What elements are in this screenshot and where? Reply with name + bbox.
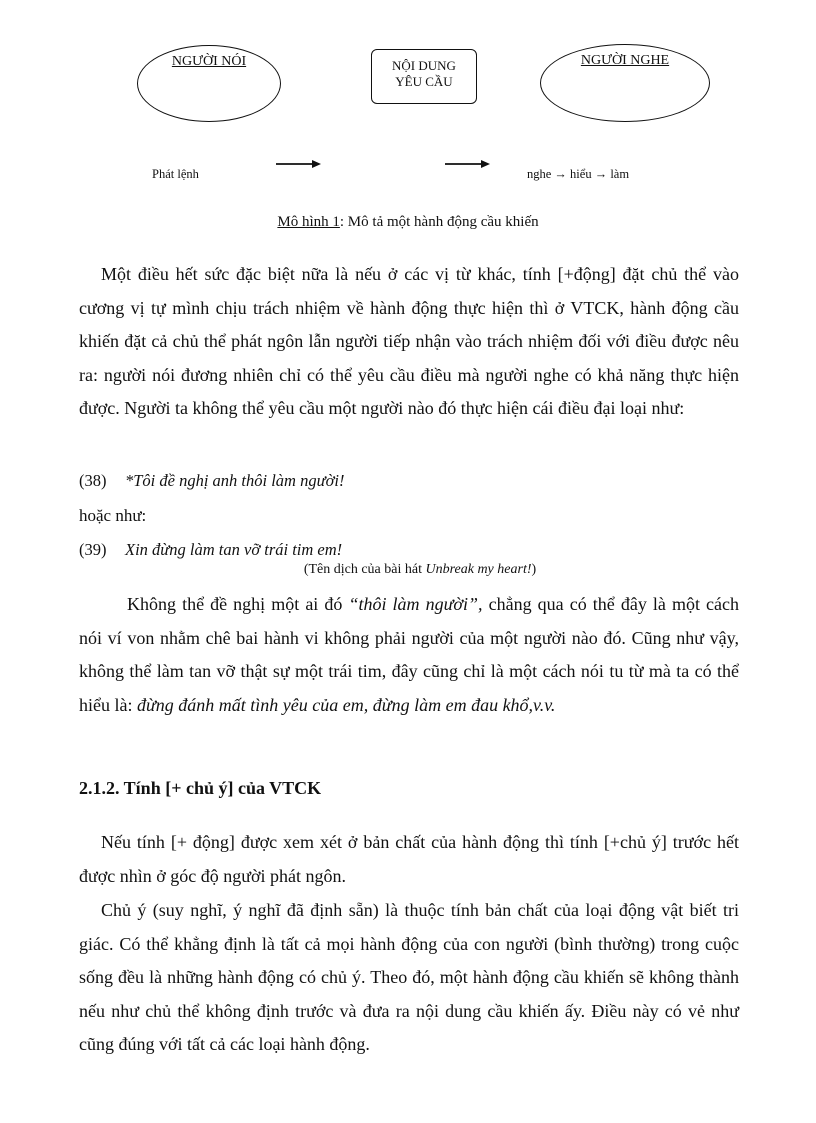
speaker-ellipse bbox=[137, 45, 281, 122]
paragraph-3: Nếu tính [+ động] được xem xét ở bản chất của hành động thì tính [+chủ ý] trước hết được nhìn ở góc độ người phát ngôn. bbox=[79, 832, 739, 886]
listener-ellipse bbox=[540, 44, 710, 122]
or-text: hoặc như: bbox=[79, 506, 147, 525]
arrow-right-icon bbox=[445, 158, 491, 170]
paragraph-4: Chủ ý (suy nghĩ, ý nghĩ đã định sẵn) là thuộc tính bản chất của loại động vật biết tri giác. Có thể khẳng định là tất cả mọi hành động của con người (bình thường) trong cuộc sống đều là những hành động có chủ ý. Theo đó, một hành động cầu khiến sẽ không thành nếu như chủ thể không định trước và đưa ra nội dung cầu khiến ấy. Điều này có vẻ như cũng đúng với tất cả các loại hành động. bbox=[79, 900, 739, 1054]
p2-italic: đừng đánh mất tình yêu của em, đừng làm em đau khổ,v.v. bbox=[136, 694, 556, 715]
caption-label: Mô hình 1 bbox=[277, 214, 340, 230]
request-content-box bbox=[371, 49, 477, 104]
p2-quote: “thôi làm người”, bbox=[348, 594, 483, 614]
example-text: Xin đừng làm tan vỡ trái tim em! bbox=[125, 540, 343, 559]
listener-label: NGƯỜI NGHE bbox=[580, 53, 670, 68]
speaker-label: NGƯỜI NÓI bbox=[171, 54, 247, 69]
p2-text-a: Không thể đề nghị một ai đó bbox=[127, 594, 349, 614]
example-text: *Tôi đề nghị anh thôi làm người! bbox=[125, 471, 345, 490]
note-prefix: (Tên dịch của bài hát bbox=[303, 562, 426, 577]
request-content-line-2: YÊU CẦU bbox=[395, 74, 453, 89]
example-39-note bbox=[0, 562, 816, 578]
listen-understand-do-label: nghe → hiểu → làm bbox=[527, 167, 630, 181]
caption-text: : Mô tả một hành động cầu khiến bbox=[339, 214, 539, 230]
issue-command-label: Phát lệnh bbox=[152, 167, 199, 181]
example-number: (38) bbox=[79, 471, 107, 490]
example-38 bbox=[79, 471, 344, 491]
note-suffix: ) bbox=[531, 562, 537, 577]
request-content-line-1: NỘI DUNG bbox=[392, 58, 456, 73]
figure-caption bbox=[0, 214, 816, 231]
example-39 bbox=[79, 540, 342, 560]
section-heading: 2.1.2. Tính [+ chủ ý] của VTCK bbox=[79, 778, 322, 798]
paragraph-2 bbox=[79, 588, 739, 722]
paragraph-1: Một điều hết sức đặc biệt nữa là nếu ở các vị từ khác, tính [+động] đặt chủ thể vào cương vị tự mình chịu trách nhiệm về hành động thực hiện thì ở VTCK, hành động cầu khiến đặt cả chủ thể phát ngôn lẫn người tiếp nhận vào trách nhiệm đối với điều được nêu ra: người nói đương nhiên chỉ có thể yêu cầu điều mà người nghe có khả năng thực hiện được. Người ta không thể yêu cầu một người nào đó thực hiện cái điều đại loại như: bbox=[79, 264, 739, 418]
arrow-right-icon bbox=[276, 158, 322, 170]
song-title: Unbreak my heart! bbox=[425, 562, 532, 577]
example-number: (39) bbox=[79, 540, 107, 559]
p2-text-b: chẳng qua có thể đây là một cách nói ví von nhằm chê bai hành vi không phải người của một người nào đó. Cũng như vậy, không thể làm tan vỡ thật sự một trái tim, đây cũng chỉ là một cách nói tu từ mà ta có thể hiểu là: bbox=[79, 594, 739, 715]
